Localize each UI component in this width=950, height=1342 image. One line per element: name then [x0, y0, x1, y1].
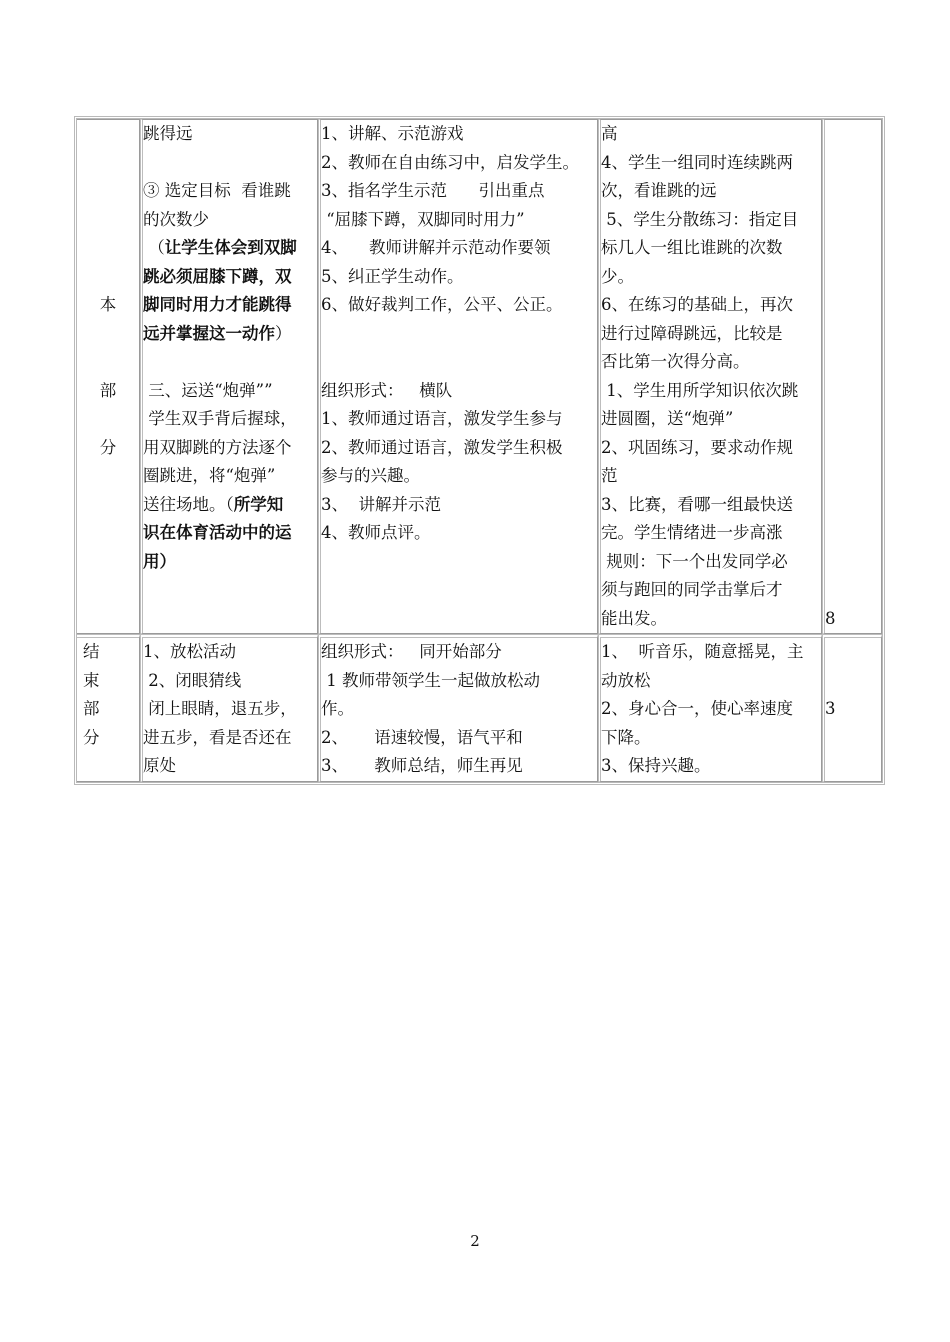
section-label-char: 部	[83, 699, 100, 718]
text: 的次数少	[143, 209, 209, 229]
text-line	[143, 519, 317, 548]
section-label-char: 部	[99, 380, 117, 400]
text-line: 原处	[143, 756, 176, 775]
section-label-char: 分	[83, 727, 100, 747]
text-line: 下降。	[601, 727, 651, 747]
section-label-cell	[77, 119, 140, 634]
text-line: 2、身心合一，使心率速度	[601, 699, 793, 718]
text-line: 进五步，看是否还在	[143, 727, 292, 747]
text-line: 6、做好裁判工作，公平、公正。	[321, 295, 563, 314]
text-line	[321, 320, 597, 349]
time-cell	[822, 634, 882, 782]
text-line	[143, 120, 317, 149]
text-line: 进圆圈，送“炮弹”	[601, 409, 734, 428]
text-line	[321, 548, 597, 577]
text-line: 进行过障碍跳远，比较是	[601, 323, 783, 343]
text-line: 2、闭眼猜线	[143, 670, 242, 690]
text-line: 作。	[321, 699, 354, 718]
bold-text: 让学生体会到双脚	[164, 238, 297, 257]
text-line: 4、教师点评。	[321, 523, 431, 542]
text-line: 参与的兴趣。	[321, 466, 420, 485]
text-line	[143, 320, 317, 349]
text-line: 能出发。	[601, 608, 667, 628]
text-line	[143, 377, 317, 406]
text-line: 闭上眼睛，退五步，	[143, 699, 297, 718]
text-line: “屈膝下蹲，双脚同时用力”	[321, 209, 525, 229]
text-line	[143, 206, 317, 235]
text: 学生双手背后握球，	[143, 409, 297, 428]
text-line: 高	[601, 124, 618, 143]
student-activity-cell	[598, 634, 822, 782]
bold-text: 所学知	[233, 494, 284, 514]
text: 跳得远	[143, 124, 193, 143]
text-line: 4、 教师讲解并示范动作要领	[321, 238, 551, 257]
text: （	[143, 238, 165, 257]
text-line: 2、教师在自由练习中，启发学生。	[321, 152, 579, 172]
time-value: 8	[825, 608, 836, 628]
text-line	[143, 348, 317, 377]
text-line: 3、比赛，看哪一组最快送	[601, 494, 793, 514]
text-line: 1、放松活动	[143, 642, 236, 661]
text: 圈跳进，将“炮弹”	[143, 466, 276, 485]
table-row-main-part	[77, 119, 882, 634]
text-line: 5、纠正学生动作。	[321, 266, 464, 286]
student-activity-cell	[598, 119, 822, 634]
text-line: 组织形式： 横队	[321, 380, 453, 400]
text-line: 标几人一组比谁跳的次数	[601, 238, 783, 257]
text-line: 1、教师通过语言，激发学生参与	[321, 409, 563, 428]
bold-text: 用）	[143, 551, 176, 571]
text-line: 3、 讲解并示范	[321, 494, 441, 514]
bold-text: 远并掌握这一动作	[143, 323, 275, 343]
text: 三、运送“炮弹””	[143, 380, 273, 400]
text-line	[143, 462, 317, 491]
bold-text: 识在体育活动中的运	[143, 523, 292, 542]
text-line: 2、巩固练习，要求动作规	[601, 437, 793, 457]
text-line	[321, 348, 597, 377]
text-line: 动放松	[601, 670, 651, 690]
page-number: 2	[470, 1232, 480, 1250]
text-line	[143, 234, 317, 263]
text-line: 少。	[601, 266, 634, 286]
content-cell	[140, 634, 318, 782]
section-label-cell	[77, 634, 140, 782]
text-line: 3、 教师总结，师生再见	[321, 756, 523, 775]
content-cell	[140, 119, 318, 634]
text-line: 2、 语速较慢，语气平和	[321, 727, 523, 747]
text-line: 4、学生一组同时连续跳两	[601, 152, 793, 172]
text-line: 1、学生用所学知识依次跳	[601, 380, 799, 400]
section-label-main	[77, 291, 139, 462]
text-line: 须与跑回的同学击掌后才	[601, 580, 783, 599]
section-label-char: 分	[99, 437, 117, 457]
section-label-char: 结	[83, 642, 100, 661]
text-line: 规则：下一个出发同学必	[601, 551, 788, 571]
text-line: 3、保持兴趣。	[601, 756, 711, 775]
text-line: 组织形式： 同开始部分	[321, 642, 502, 661]
text-line: 6、在练习的基础上，再次	[601, 295, 793, 314]
text: ）	[275, 323, 292, 343]
section-label-char: 束	[83, 670, 100, 690]
text-line: 否比第一次得分高。	[601, 352, 750, 371]
text-line: 次，看谁跳的远	[601, 181, 717, 200]
text: ③ 选定目标 看谁跳	[143, 181, 291, 200]
table-row-end-part	[77, 634, 882, 782]
text-line: 1、 听音乐，随意摇晃，主	[601, 642, 804, 661]
section-label-end	[77, 638, 139, 752]
text-line: 1、讲解、示范游戏	[321, 124, 464, 143]
lesson-plan-table	[74, 116, 885, 785]
text-line	[143, 291, 317, 320]
text-line	[143, 405, 317, 434]
text-line: 2、教师通过语言，激发学生积极	[321, 437, 563, 457]
teacher-activity-cell	[318, 634, 598, 782]
text-line: 范	[601, 466, 618, 485]
time-value: 3	[825, 699, 836, 718]
text-line	[143, 548, 317, 577]
text-line: 完。学生情绪进一步高涨	[601, 523, 783, 542]
text: 用双脚跳的方法逐个	[143, 437, 292, 457]
text-line	[143, 263, 317, 292]
text-line: 1 教师带领学生一起做放松动	[321, 670, 540, 690]
text-line	[143, 177, 317, 206]
text-line: 5、学生分散练习：指定目	[601, 209, 799, 229]
bold-text: 脚同时用力才能跳得	[143, 295, 292, 314]
text-line	[143, 149, 317, 178]
text-line	[143, 491, 317, 520]
text-line	[143, 434, 317, 463]
bold-text: 跳必须屈膝下蹲，双	[143, 266, 292, 286]
section-label-char: 本	[99, 295, 117, 314]
text: 送往场地。（	[143, 494, 234, 514]
text-line: 3、指名学生示范 引出重点	[321, 181, 545, 200]
time-cell	[822, 119, 882, 634]
teacher-activity-cell	[318, 119, 598, 634]
